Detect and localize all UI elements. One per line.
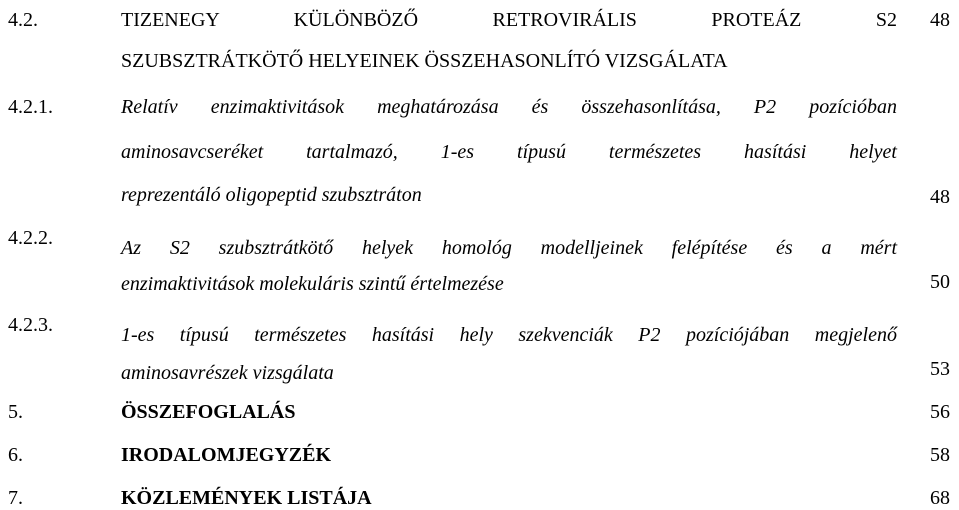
toc-number-4-2-2: 4.2.2.	[8, 227, 53, 249]
toc-title-4-2-1-line-1: Relatív enzimaktivitások meghatározása és összehasonlítása, P2 pozícióban	[121, 96, 897, 118]
toc-page-7: 68	[930, 487, 950, 509]
toc-page-5: 56	[930, 401, 950, 423]
toc-number-4-2-3: 4.2.3.	[8, 314, 53, 336]
toc-page-6: 58	[930, 444, 950, 466]
toc-title-4-2-1-line-2: aminosavcseréket tartalmazó, 1-es típusú természetes hasítási helyet	[121, 141, 897, 163]
toc-title-5: ÖSSZEFOGLALÁS	[121, 401, 296, 423]
toc-title-6: IRODALOMJEGYZÉK	[121, 444, 332, 466]
toc-page-4-2-3: 53	[930, 358, 950, 380]
toc-title-4-2-line-2: SZUBSZTRÁTKÖTŐ HELYEINEK ÖSSZEHASONLÍTÓ VIZSGÁLATA	[121, 50, 728, 72]
toc-page-4-2-1: 48	[930, 186, 950, 208]
toc-number-4-2-1: 4.2.1.	[8, 96, 53, 118]
toc-title-4-2-3-line-2: aminosavrészek vizsgálata	[121, 362, 334, 384]
toc-title-4-2-1-line-3: reprezentáló oligopeptid szubsztráton	[121, 184, 422, 206]
toc-title-7: KÖZLEMÉNYEK LISTÁJA	[121, 487, 372, 509]
toc-title-4-2-3-line-1: 1-es típusú természetes hasítási hely szekvenciák P2 pozíciójában megjelenő	[121, 324, 897, 346]
toc-page-4-2: 48	[930, 9, 950, 31]
toc-title-4-2-2-line-2: enzimaktivitások molekuláris szintű értelmezése	[121, 273, 504, 295]
toc-number-4-2: 4.2.	[8, 9, 38, 31]
toc-title-4-2-2-line-1: Az S2 szubsztrátkötő helyek homológ modelljeinek felépítése és a mért	[121, 237, 897, 259]
toc-number-7: 7.	[8, 487, 23, 509]
toc-number-5: 5.	[8, 401, 23, 423]
toc-number-6: 6.	[8, 444, 23, 466]
toc-page-4-2-2: 50	[930, 271, 950, 293]
toc-title-4-2-line-1: TIZENEGY KÜLÖNBÖZŐ RETROVIRÁLIS PROTEÁZ S2	[121, 9, 897, 31]
